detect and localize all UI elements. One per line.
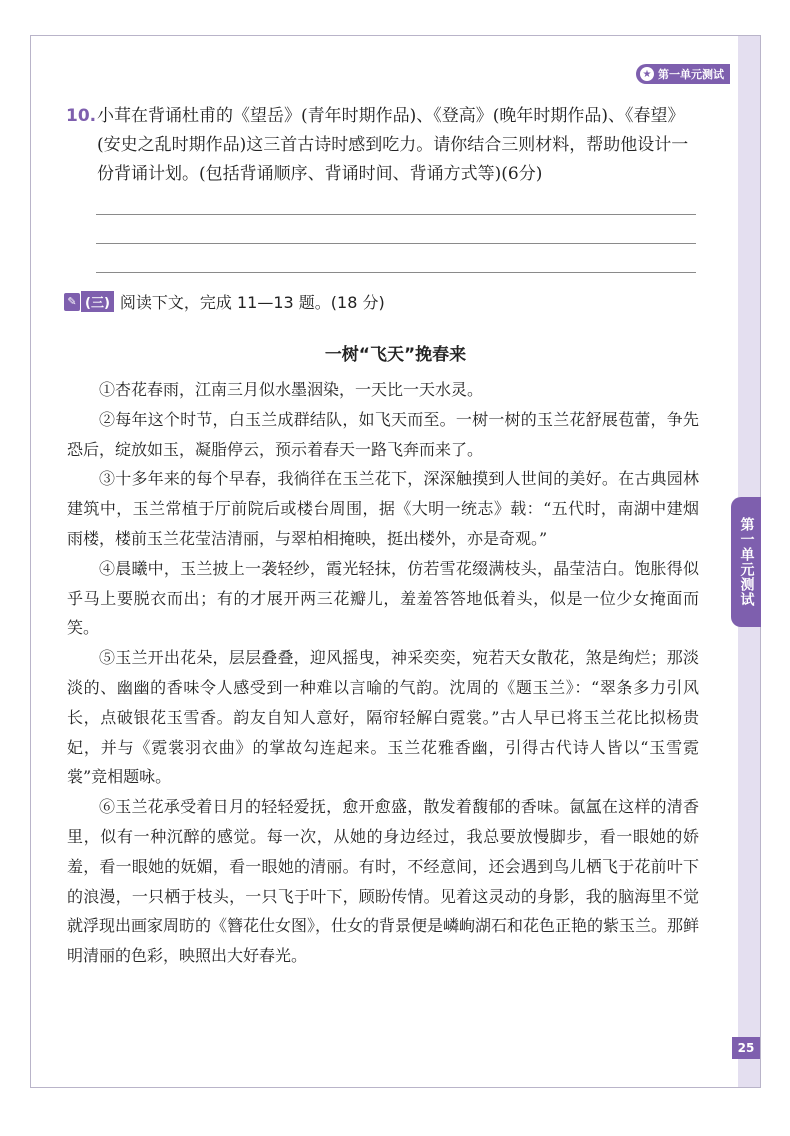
paragraph: ③十多年来的每个早春，我徜徉在玉兰花下，深深触摸到人世间的美好。在古典园林建筑中，玉兰常植于厅前院后或楼台周围，据《大明一统志》载：“五代时，南湖中建烟雨楼，楼前玉兰花莹洁清丽，与翠柏相掩映，挺出楼外，亦是奇观。” [67, 469, 699, 548]
unit-header-label: 第一单元测试 [658, 68, 724, 81]
pencil-icon: ✎ [64, 293, 80, 311]
unit-header-badge [636, 64, 730, 84]
star-icon: ★ [640, 67, 654, 81]
answer-line[interactable] [96, 214, 696, 215]
paragraph: ⑤玉兰开出花朵，层层叠叠，迎风摇曳，神采奕奕，宛若天女散花，煞是绚烂；那淡淡的、幽幽的香味令人感受到一种难以言喻的气韵。沈周的《题玉兰》：“翠条多力引风长，点破银花玉雪香。韵友自知人意好，隔帘轻解白霓裳。”古人早已将玉兰花比拟杨贵妃，并与《霓裳羽衣曲》的掌故勾连起来。玉兰花雅香幽，引得古代诗人皆以“玉雪霓裳”竞相题咏。 [67, 648, 699, 787]
answer-line[interactable] [96, 272, 696, 273]
paragraph: ①杏花春雨，江南三月似水墨洇染，一天比一天水灵。 [99, 380, 484, 399]
side-tab-unit [731, 497, 761, 627]
section-label: (三) [81, 291, 114, 312]
page-number: 25 [732, 1037, 760, 1059]
section-title: 阅读下文，完成 11—13 题。(18 分) [119, 293, 385, 312]
side-tab-label: 第一单元测试 [738, 517, 755, 607]
passage-body [67, 375, 699, 971]
answer-line[interactable] [96, 243, 696, 244]
section-header [64, 290, 385, 313]
question-text: 小茸在背诵杜甫的《望岳》(青年时期作品)、《登高》(晚年时期作品)、《春望》(安史之乱时期作品)这三首古诗时感到吃力。请你结合三则材料，帮助他设计一份背诵计划。(包括背诵顺序、背诵时间、背诵方式等)(6分) [97, 106, 689, 184]
question-10 [66, 102, 700, 189]
passage-title: 一树“飞天”挽春来 [324, 345, 467, 365]
paragraph: ⑥玉兰花承受着日月的轻轻爱抚，愈开愈盛，散发着馥郁的香味。氤氲在这样的清香里，似有一种沉醉的感觉。每一次，从她的身边经过，我总要放慢脚步，看一眼她的娇羞，看一眼她的妩媚，看一眼她的清丽。有时，不经意间，还会遇到鸟儿栖飞于花前叶下的浪漫，一只栖于枝头，一只飞于叶下，顾盼传情。见着这灵动的身影，我的脑海里不觉就浮现出画家周昉的《簪花仕女图》，仕女的背景便是嶙峋湖石和花色正艳的紫玉兰。那鲜明清丽的色彩，映照出大好春光。 [67, 797, 700, 966]
paragraph: ④晨曦中，玉兰披上一袭轻纱，霞光轻抹，仿若雪花缀满枝头，晶莹洁白。饱胀得似乎马上要脱衣而出；有的才展开两三花瓣儿，羞羞答答地低着头，似是一位少女掩面而笑。 [67, 558, 699, 638]
paragraph: ②每年这个时节，白玉兰成群结队，如飞天而至。一树一树的玉兰花舒展苞蕾，争先恐后，绽放如玉，凝脂停云，预示着春天一路飞奔而来了。 [67, 409, 699, 459]
question-number: 10. [66, 106, 97, 126]
